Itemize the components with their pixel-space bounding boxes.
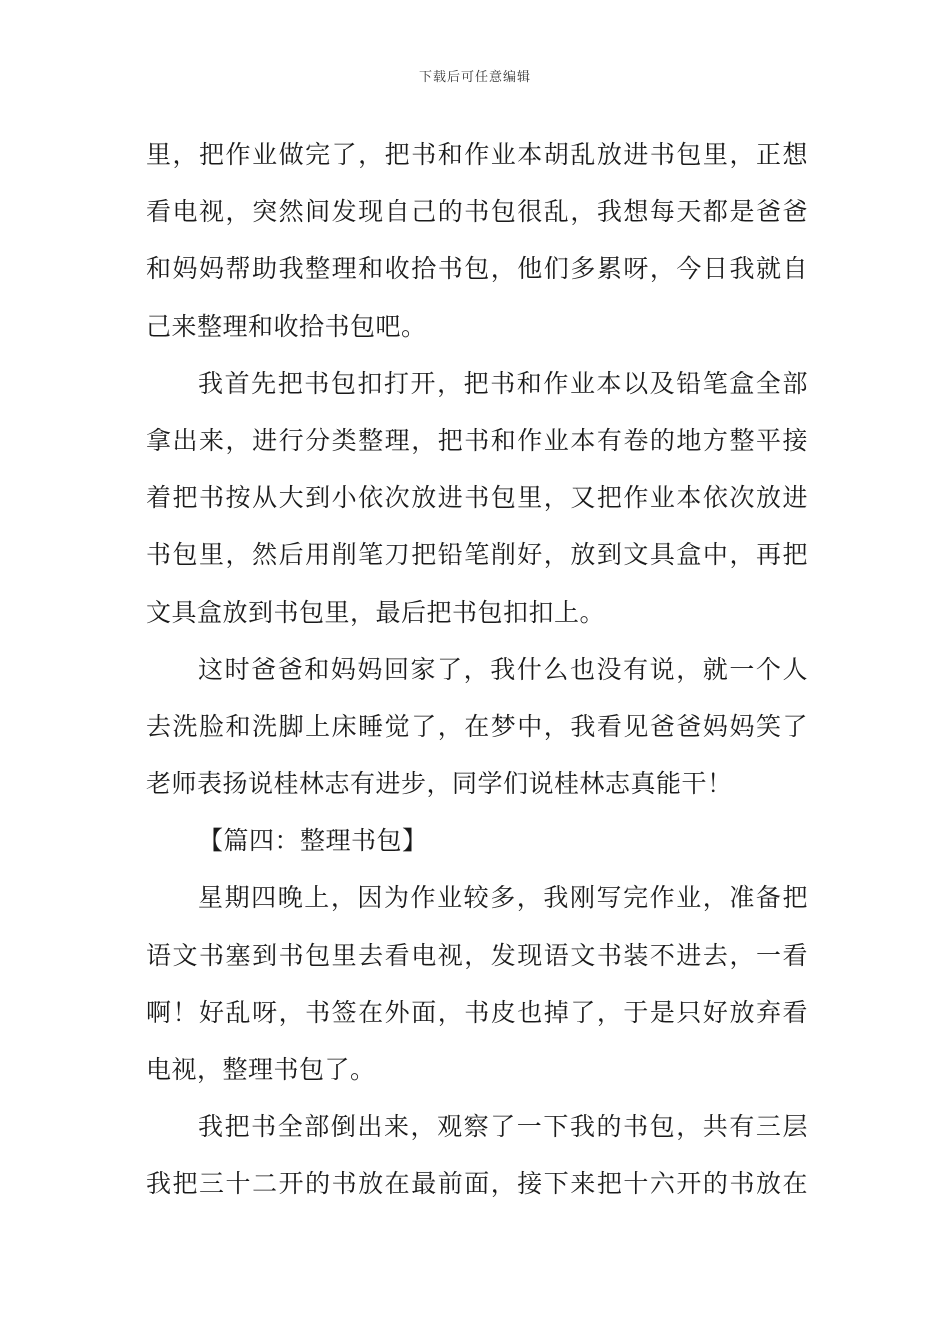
text-line: 里，把作业做完了，把书和作业本胡乱放进书包里，正想 (146, 140, 808, 169)
text-line: 这时爸爸和妈妈回家了，我什么也没有说，就一个人 (198, 654, 808, 684)
text-line: 语文书塞到书包里去看电视，发现语文书装不进去，一看 (146, 940, 808, 970)
text-line: 文具盒放到书包里，最后把书包扣扣上。 (146, 597, 606, 627)
text-line: 我把三十二开的书放在最前面，接下来把十六开的书放在 (146, 1169, 808, 1199)
text-line: 着把书按从大到小依次放进书包里，又把作业本依次放进 (146, 483, 808, 513)
text-line: 看电视，突然间发现自己的书包很乱，我想每天都是爸爸 (146, 197, 808, 227)
text-line: 拿出来，进行分类整理，把书和作业本有卷的地方整平接 (146, 425, 808, 455)
text-line: 电视，整理书包了。 (146, 1055, 376, 1084)
text-line: 啊！好乱呀，书签在外面，书皮也掉了，于是只好放弃看 (146, 997, 808, 1027)
text-line: 和妈妈帮助我整理和收拾书包，他们多累呀，今日我就自 (146, 254, 808, 284)
page-header: 下载后可任意编辑 (418, 70, 531, 85)
text-line: 老师表扬说桂林志有进步，同学们说桂林志真能干！ (146, 769, 733, 799)
text-line: 书包里，然后用削笔刀把铅笔削好，放到文具盒中，再把 (146, 540, 808, 570)
text-line: 己来整理和收拾书包吧。 (146, 311, 427, 341)
text-line: 我首先把书包扣打开，把书和作业本以及铅笔盒全部 (198, 368, 808, 398)
text-line: 星期四晚上，因为作业较多，我刚写完作业，准备把 (198, 883, 808, 913)
text-line: 【篇四：整理书包】 (198, 826, 428, 856)
body-text (146, 126, 808, 1213)
text-line: 我把书全部倒出来，观察了一下我的书包，共有三层 (198, 1112, 808, 1142)
text-line: 去洗脸和洗脚上床睡觉了，在梦中，我看见爸爸妈妈笑了 (146, 711, 808, 741)
